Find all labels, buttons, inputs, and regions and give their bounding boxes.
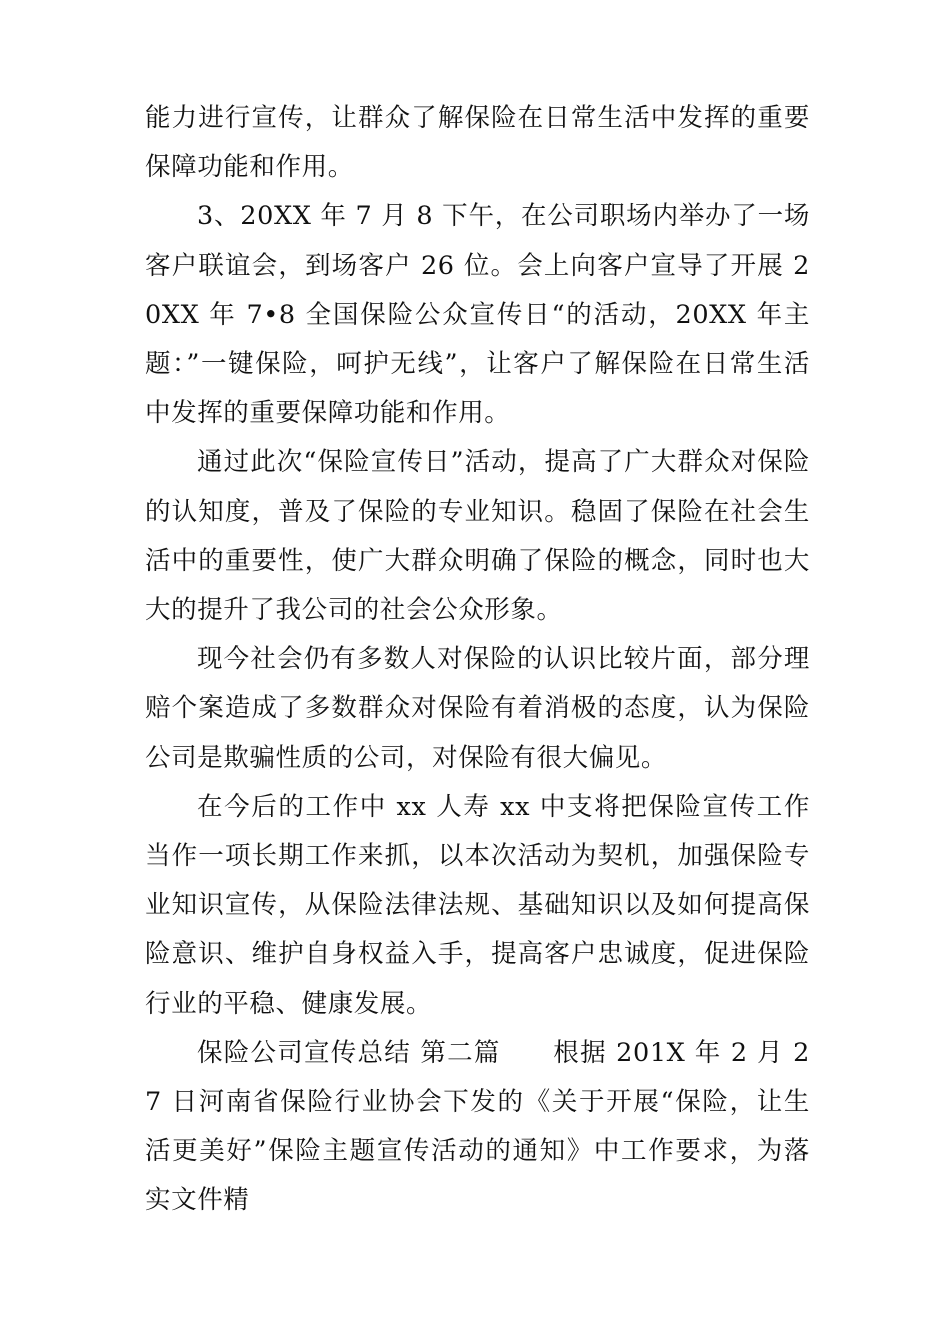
paragraph-6 xyxy=(145,1029,810,1226)
document-body xyxy=(145,94,810,1226)
paragraph-6-text: 根据 201X 年 2 月 27 日河南省保险行业协会下发的《关于开展“保险，让生活更美好”保险主题宣传活动的通知》中工作要求，为落实文件精 xyxy=(145,1037,810,1216)
section-heading: 保险公司宣传总结 第二篇 xyxy=(197,1037,501,1068)
paragraph-3: 通过此次“保险宣传日”活动，提高了广大群众对保险的认知度，普及了保险的专业知识。稳固了保险在社会生活中的重要性，使广大群众明确了保险的概念，同时也大大的提升了我公司的社会公众形象。 xyxy=(145,447,810,626)
paragraph-4: 现今社会仍有多数人对保险的认识比较片面，部分理赔个案造成了多数群众对保险有着消极的态度，认为保险公司是欺骗性质的公司，对保险有很大偏见。 xyxy=(145,644,810,773)
paragraph-1: 能力进行宣传，让群众了解保险在日常生活中发挥的重要保障功能和作用。 xyxy=(145,103,810,183)
paragraph-5: 在今后的工作中 xx 人寿 xx 中支将把保险宣传工作当作一项长期工作来抓，以本次活动为契机，加强保险专业知识宣传，从保险法律法规、基础知识以及如何提高保险意识、维护自身权益入手，提高客户忠诚度，促进保险行业的平稳、健康发展。 xyxy=(145,791,810,1019)
paragraph-2: 3、20XX 年 7 月 8 下午，在公司职场内举办了一场客户联谊会，到场客户 26 位。会上向客户宣导了开展 20XX 年 7•8 全国保险公众宣传日“的活动，20XX 年主题：”一键保险，呵护无线”，让客户了解保险在日常生活中发挥的重要保障功能和作用。 xyxy=(145,201,810,429)
